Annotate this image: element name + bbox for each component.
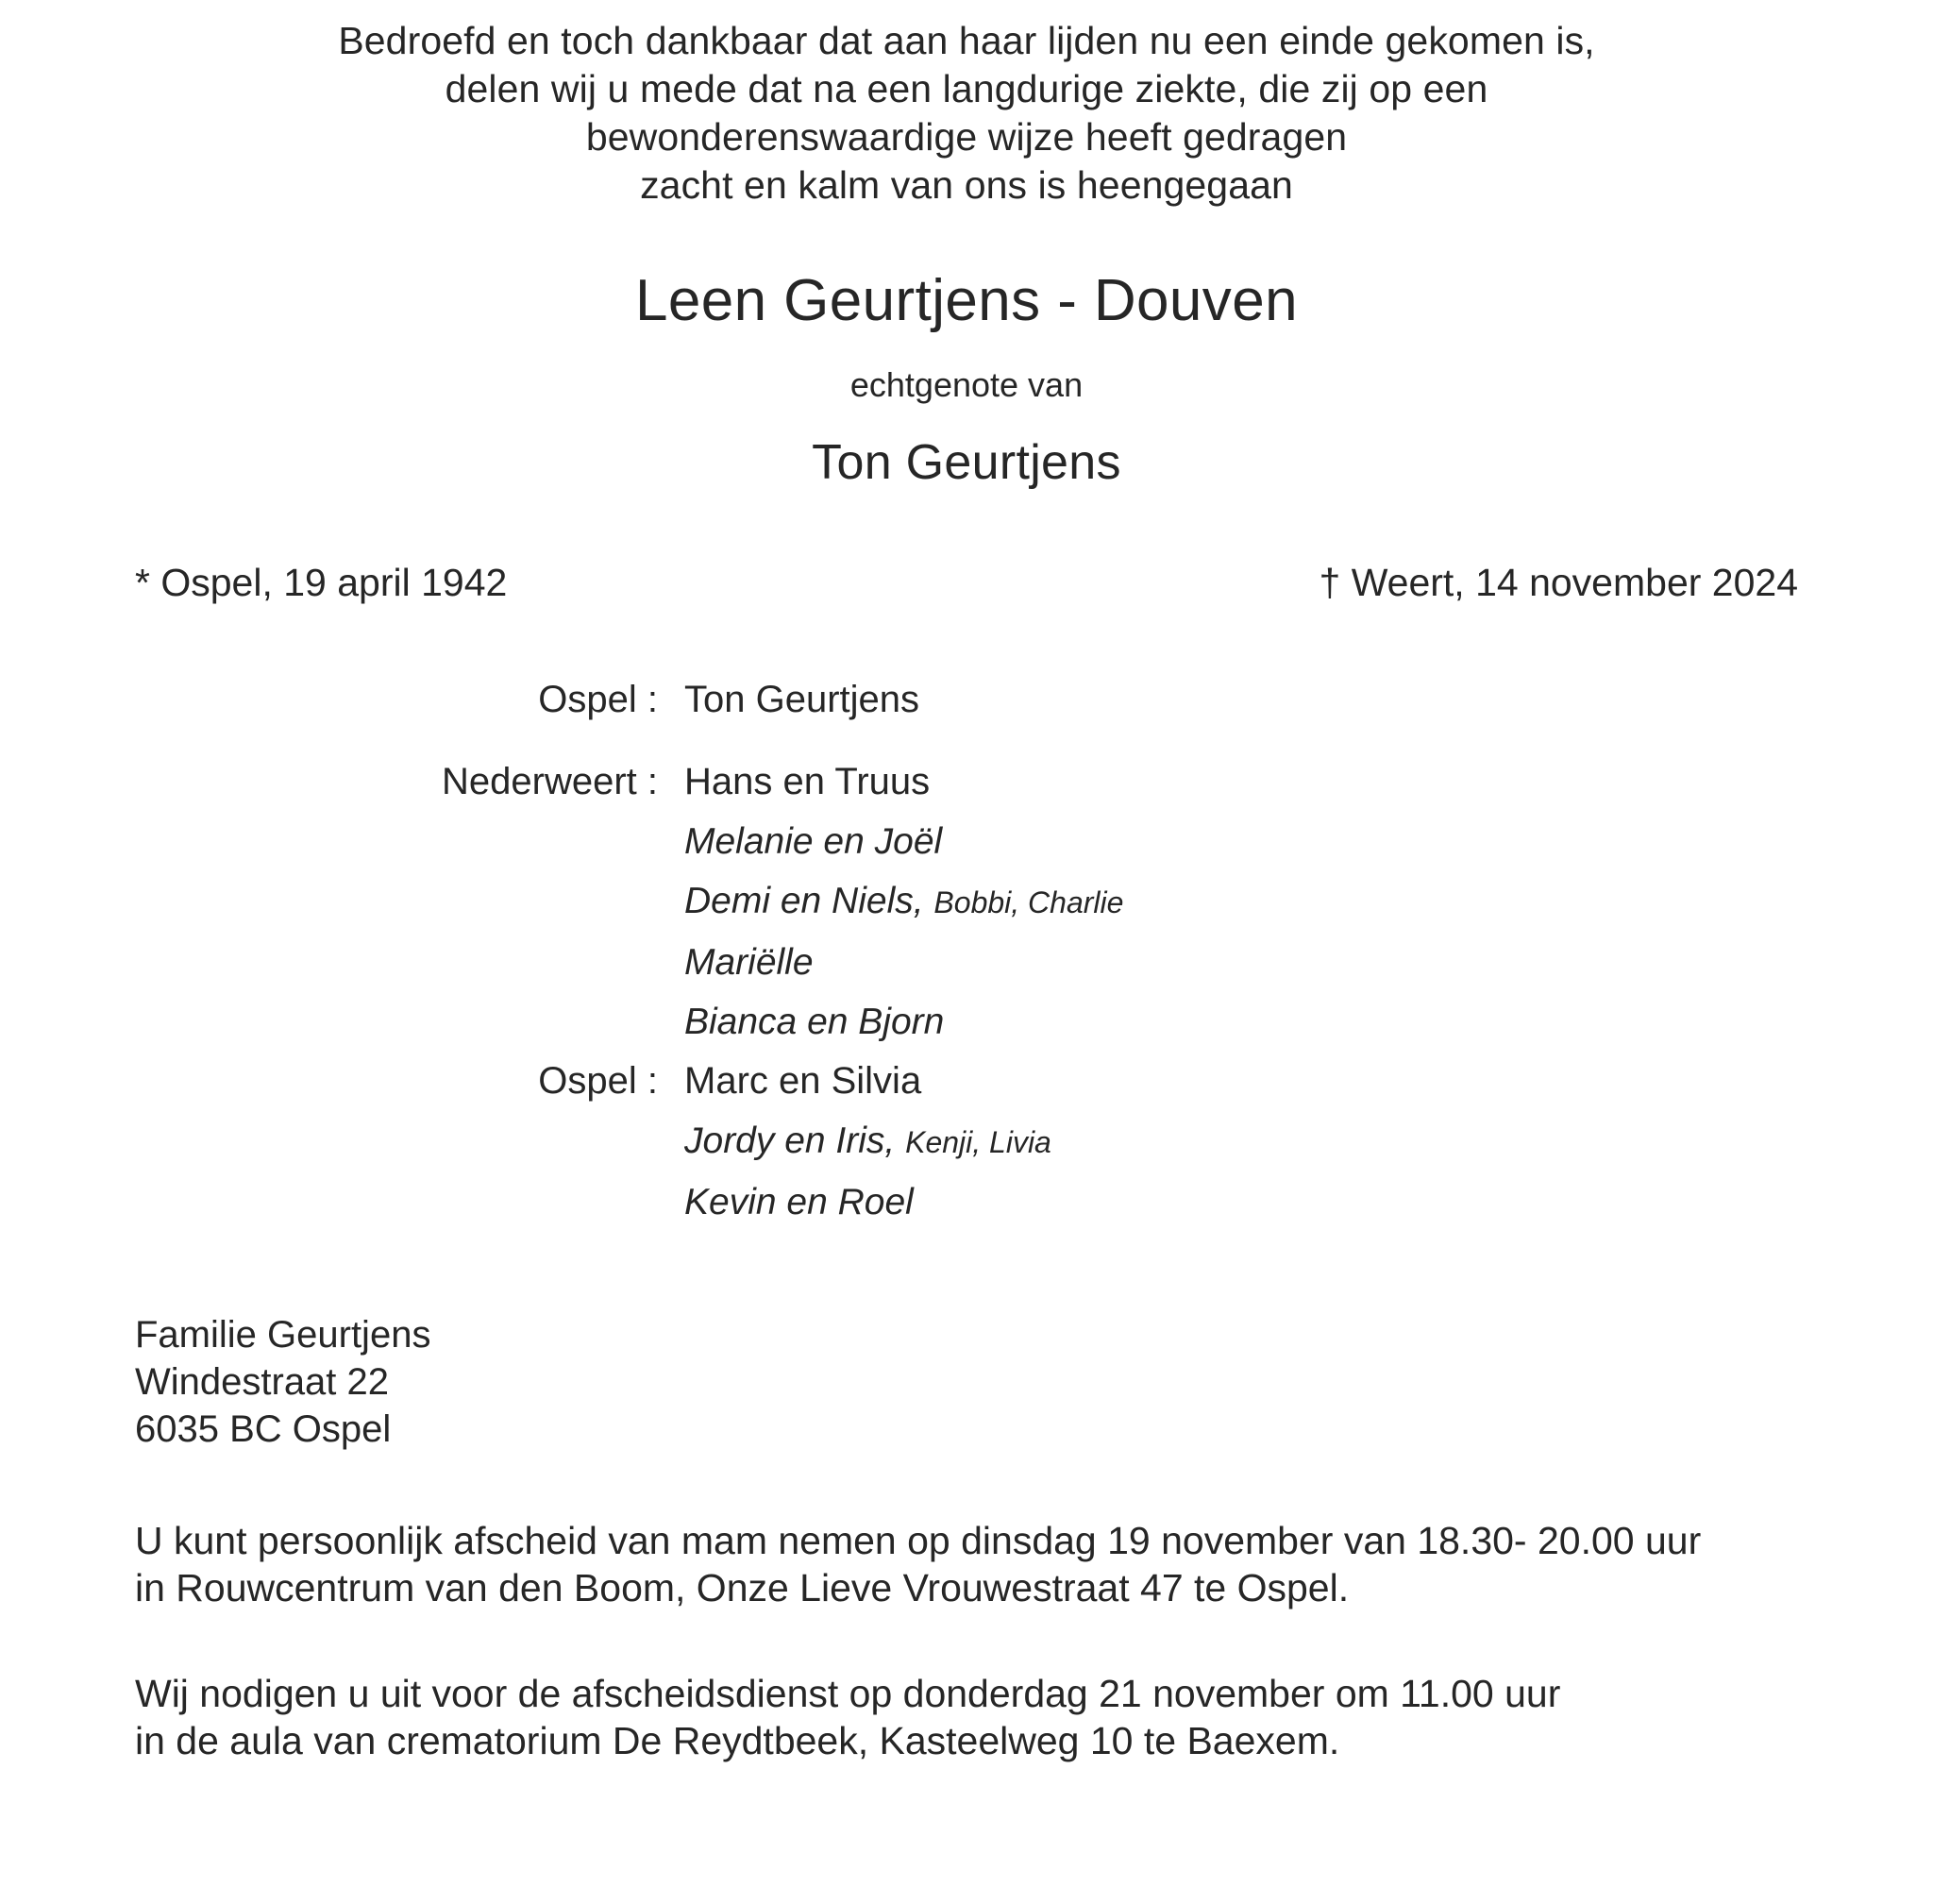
family-place-label: Ospel : xyxy=(538,1060,658,1102)
family-member-name xyxy=(684,1111,1051,1172)
visitation-line: U kunt persoonlijk afscheid van mam nemen op dinsdag 19 november van 18.30- 20.00 uur xyxy=(135,1519,1702,1562)
visitation-paragraph xyxy=(135,1517,1798,1611)
verse-line: zacht en kalm van ons is heengegaan xyxy=(640,163,1293,207)
family-address xyxy=(135,1311,1798,1453)
dates-row xyxy=(135,559,1798,606)
address-line: Windestraat 22 xyxy=(135,1361,390,1403)
deceased-name: Leen Geurtjens - Douven xyxy=(635,268,1298,333)
visitation-line: in Rouwcentrum van den Boom, Onze Lieve Vrouwestraat 47 te Ospel. xyxy=(135,1566,1350,1609)
family-row xyxy=(437,812,1798,871)
death-date: † Weert, 14 november 2024 xyxy=(1319,561,1798,604)
address-line: 6035 BC Ospel xyxy=(135,1408,392,1450)
family-row xyxy=(437,871,1798,933)
family-place-label: Nederweert : xyxy=(442,761,658,802)
relation-label: echtgenote van xyxy=(849,365,1084,404)
intro-verse xyxy=(135,0,1798,210)
family-row xyxy=(437,1172,1798,1232)
family-member-name: Hans en Truus xyxy=(684,761,931,802)
verse-line: delen wij u mede dat na een langdurige ziekte, die zij op een xyxy=(445,67,1488,110)
service-line: Wij nodigen u uit voor de afscheidsdienst op donderdag 21 november om 11.00 uur xyxy=(135,1672,1561,1715)
family-member-name: Bianca en Bjorn xyxy=(684,1002,945,1042)
spouse-name: Ton Geurtjens xyxy=(812,435,1121,490)
verse-line: Bedroefd en toch dankbaar dat aan haar lijden nu een einde gekomen is, xyxy=(338,19,1595,62)
family-row xyxy=(437,1052,1798,1111)
verse-line: bewonderenswaardige wijze heeft gedragen xyxy=(585,115,1348,159)
family-member-name xyxy=(684,871,1123,933)
family-member-name: Marc en Silvia xyxy=(684,1060,922,1102)
family-list xyxy=(135,670,1798,1232)
service-line: in de aula van crematorium De Reydtbeek, Kasteelweg 10 te Baexem. xyxy=(135,1719,1340,1762)
family-row xyxy=(437,752,1798,812)
family-member-name: Mariëlle xyxy=(684,942,814,983)
family-member-name: Ton Geurtjens xyxy=(684,679,920,720)
family-place-label: Ospel : xyxy=(538,679,658,720)
address-line: Familie Geurtjens xyxy=(135,1314,431,1356)
family-member-children: Bobbi, Charlie xyxy=(933,885,1124,919)
family-member-name: Kevin en Roel xyxy=(684,1182,914,1222)
family-member-children: Kenji, Livia xyxy=(905,1125,1051,1159)
birth-date: * Ospel, 19 april 1942 xyxy=(135,561,508,604)
family-row xyxy=(437,992,1798,1052)
family-member-name: Melanie en Joël xyxy=(684,821,943,862)
service-paragraph xyxy=(135,1670,1798,1764)
family-row xyxy=(437,670,1798,730)
family-member-primary: Jordy en Iris, xyxy=(684,1120,896,1161)
family-row xyxy=(437,1111,1798,1172)
family-row xyxy=(437,933,1798,992)
family-member-primary: Demi en Niels, xyxy=(684,881,924,921)
